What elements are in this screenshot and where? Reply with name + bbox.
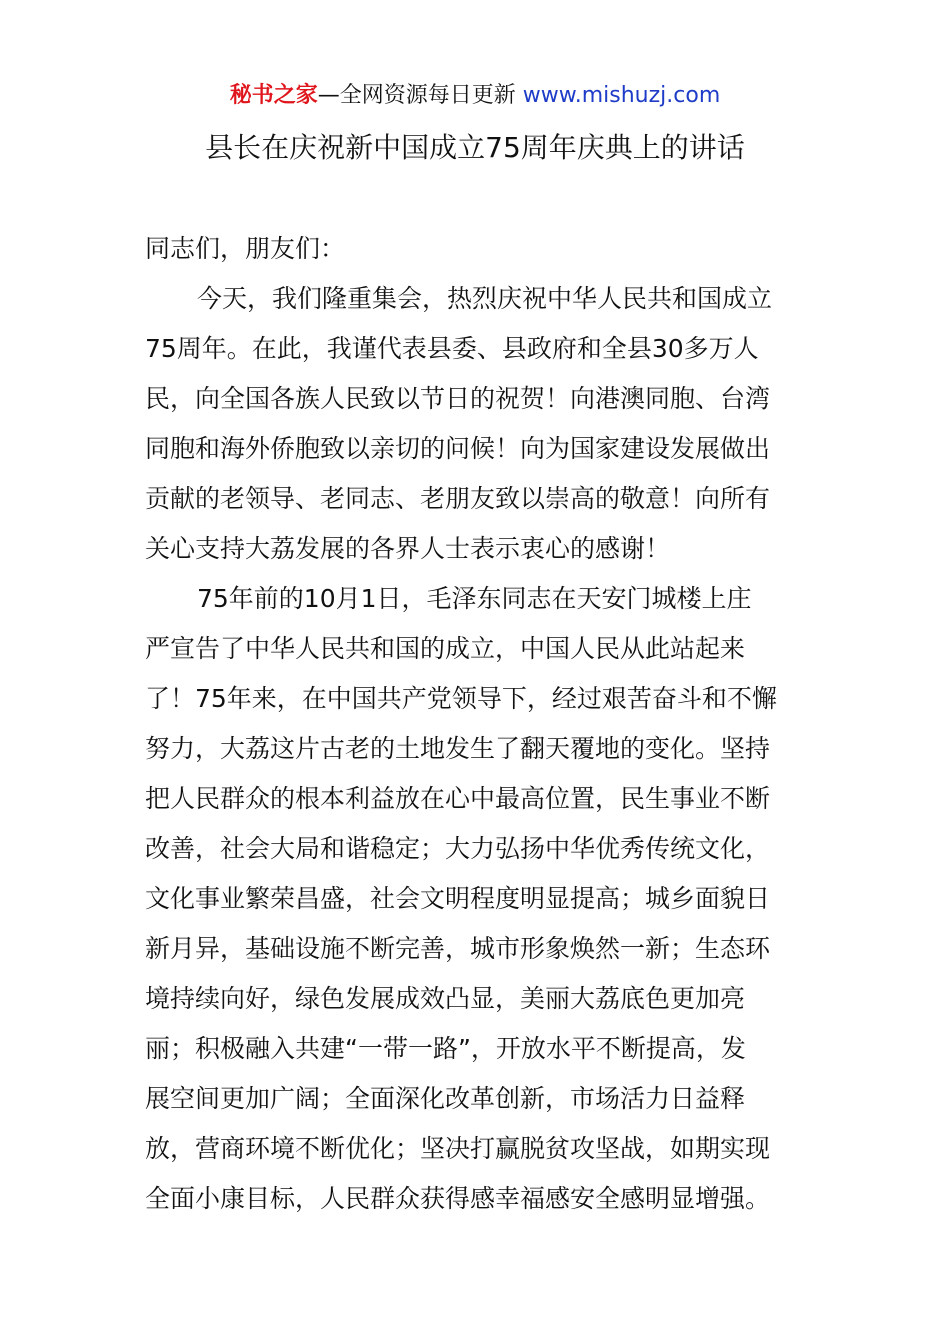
site-url-link[interactable]: www.mishuzj.com xyxy=(522,83,721,108)
document-title: 县长在庆祝新中国成立75周年庆典上的讲话 xyxy=(205,131,745,164)
paragraph-2-line: 改善，社会大局和谐稳定；大力弘扬中华优秀传统文化， xyxy=(145,834,771,863)
site-header xyxy=(0,80,950,112)
paragraph-2-line: 了！75年来，在中国共产党领导下，经过艰苦奋斗和不懈 xyxy=(145,684,777,713)
paragraph-2-line: 展空间更加广阔；全面深化改革创新，市场活力日益释 xyxy=(145,1084,746,1113)
paragraph-2-line: 放，营商环境不断优化；坚决打赢脱贫攻坚战，如期实现 xyxy=(145,1134,771,1163)
paragraph-2-line: 境持续向好，绿色发展成效凸显，美丽大荔底色更加亮 xyxy=(145,984,746,1013)
paragraph-1-line: 75周年。在此，我谨代表县委、县政府和全县30多万人 xyxy=(145,334,759,363)
paragraph-2-line: 新月异，基础设施不断完善，城市形象焕然一新；生态环 xyxy=(145,934,771,963)
paragraph-2-line: 努力，大荔这片古老的土地发生了翻天覆地的变化。坚持 xyxy=(145,734,771,763)
brand-name: 秘书之家 xyxy=(229,83,318,108)
paragraph-1-line: 同胞和海外侨胞致以亲切的问候！向为国家建设发展做出 xyxy=(145,434,771,463)
speech-body xyxy=(145,224,825,1224)
paragraph-1-line: 今天，我们隆重集会，热烈庆祝中华人民共和国成立 xyxy=(197,284,773,313)
paragraph-1-line: 贡献的老领导、老同志、老朋友致以崇高的敬意！向所有 xyxy=(145,484,771,513)
paragraph-2-line: 75年前的10月1日，毛泽东同志在天安门城楼上庄 xyxy=(197,584,752,613)
paragraph-2-line: 丽；积极融入共建“一带一路”，开放水平不断提高，发 xyxy=(145,1034,746,1063)
salutation: 同志们，朋友们： xyxy=(145,234,346,263)
paragraph-2-line: 全面小康目标，人民群众获得感幸福感安全感明显增强。 xyxy=(145,1184,771,1213)
paragraph-1-line: 民，向全国各族人民致以节日的祝贺！向港澳同胞、台湾 xyxy=(145,384,771,413)
header-tagline: —全网资源每日更新 xyxy=(317,83,523,108)
paragraph-2-line: 文化事业繁荣昌盛，社会文明程度明显提高；城乡面貌日 xyxy=(145,884,771,913)
paragraph-2-line: 把人民群众的根本利益放在心中最高位置，民生事业不断 xyxy=(145,784,771,813)
paragraph-2-line: 严宣告了中华人民共和国的成立，中国人民从此站起来 xyxy=(145,634,746,663)
paragraph-1-line: 关心支持大荔发展的各界人士表示衷心的感谢！ xyxy=(145,534,671,563)
